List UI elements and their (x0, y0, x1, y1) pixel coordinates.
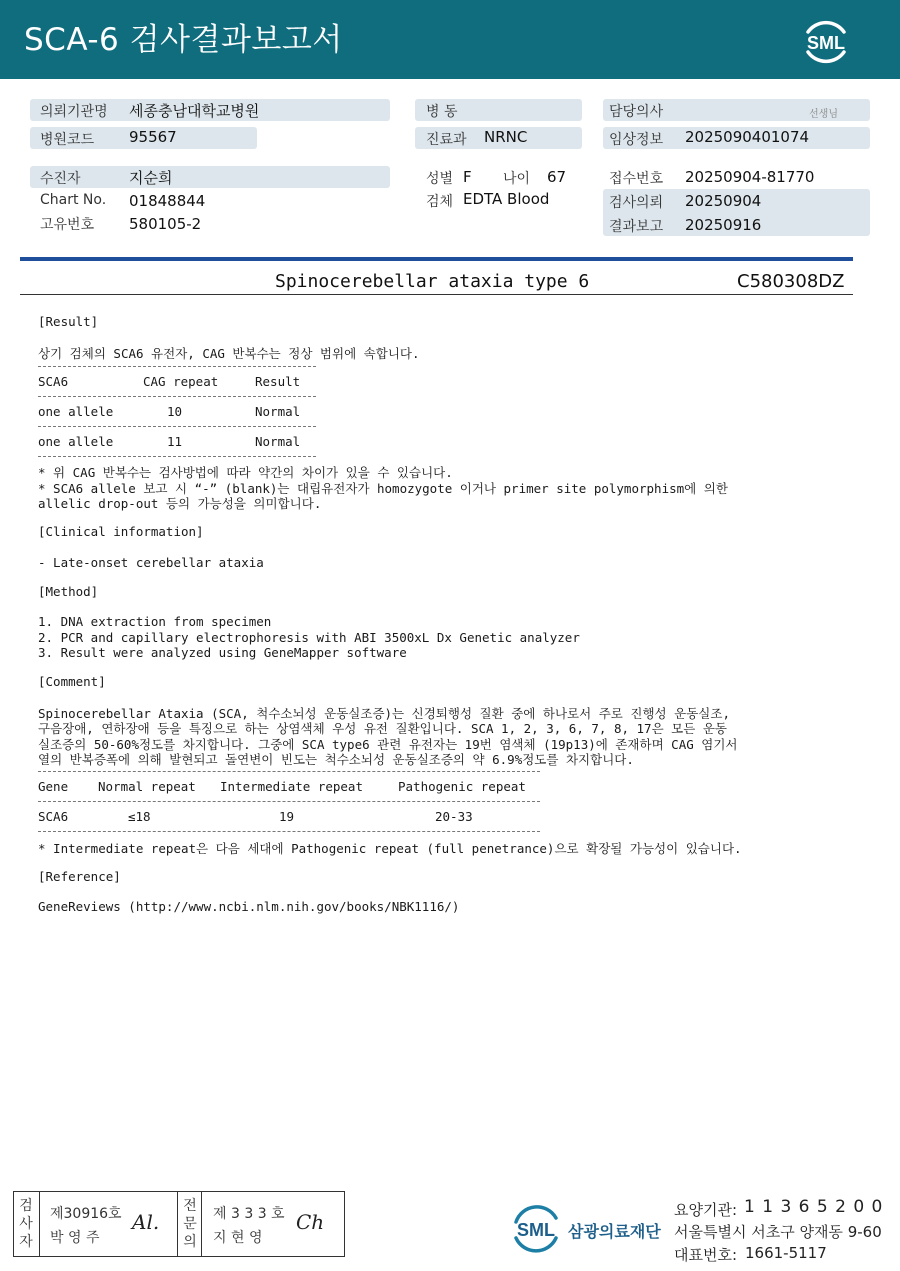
note-line: * SCA6 allele 보고 시 “-” (blank)는 대립유전자가 homozygote 이거나 primer site polymorphism에 의한 (38, 481, 728, 496)
table2-header-pathogenic: Pathogenic repeat (398, 779, 526, 794)
institution-label: 의뢰기관명 (40, 104, 108, 120)
specialist-signature: Ch (296, 1210, 325, 1234)
title-rule-thin (20, 294, 853, 295)
result-header: [Result] (38, 314, 99, 329)
note-line: * 위 CAG 반복수는 검사방법에 따라 약간의 차이가 있을 수 있습니다. (38, 465, 453, 480)
table1-row2-repeat: 11 (167, 434, 183, 449)
examiner-name: 박 영 주 (50, 1230, 100, 1246)
table1-rule-top (38, 366, 316, 367)
age-label: 나이 (503, 171, 531, 187)
request-value: 20250904 (685, 192, 762, 210)
table1-header-result: Result (255, 374, 301, 389)
table1-rule-row (38, 426, 316, 427)
table1-rule-mid (38, 396, 316, 397)
receipt-value: 20250904-81770 (685, 168, 815, 186)
phone-number: 1661-5117 (745, 1244, 827, 1262)
report-title: SCA-6 검사결과보고서 (24, 22, 343, 58)
table1-header-gene: SCA6 (38, 374, 69, 389)
specialist-name: 지 현 영 (213, 1230, 263, 1246)
sml-logo-text: SML (807, 33, 845, 53)
report-date-label: 결과보고 (609, 219, 664, 235)
org-logo-text: SML (517, 1220, 555, 1240)
method-header: [Method] (38, 584, 99, 599)
comment-line: 열의 반복증폭에 의해 발현되고 돌연변이 빈도는 척수소뇌성 운동실조증의 약 6.9%정도를 차지합니다. (38, 752, 634, 767)
clinical-line: - Late-onset cerebellar ataxia (38, 555, 264, 570)
specialist-license-no: 제 3 3 3 호 (213, 1206, 285, 1222)
table2-header-intermediate: Intermediate repeat (220, 779, 363, 794)
method-line: 3. Result were analyzed using GeneMapper software (38, 645, 407, 660)
receipt-label: 접수번호 (609, 171, 664, 187)
signature-divider (177, 1192, 178, 1256)
clinical-value: 2025090401074 (685, 128, 810, 146)
table2-row-intermediate: 19 (279, 809, 295, 824)
table2-header-normal: Normal repeat (98, 779, 196, 794)
institution-code: 1 1 3 6 5 2 0 0 (744, 1197, 884, 1217)
request-label: 검사의뢰 (609, 195, 664, 211)
reference-line: GeneReviews (http://www.ncbi.nlm.nih.gov/books/NBK1116/) (38, 899, 460, 914)
test-name: Spinocerebellar ataxia type 6 (275, 271, 590, 292)
table2-rule-mid (38, 801, 540, 802)
table2-row-gene: SCA6 (38, 809, 69, 824)
id-value: 580105-2 (129, 215, 202, 233)
note-line: allelic drop-out 등의 가능성을 의미합니다. (38, 496, 322, 511)
table2-row-normal: ≤18 (128, 809, 151, 824)
clinical-label: 임상정보 (609, 132, 664, 148)
patient-value: 지순희 (129, 169, 173, 187)
specimen-value: EDTA Blood (463, 190, 550, 208)
table1-header-repeat: CAG repeat (143, 374, 219, 389)
result-summary: 상기 검체의 SCA6 유전자, CAG 반복수는 정상 범위에 속합니다. (38, 346, 420, 361)
hospital-code-label: 병원코드 (40, 132, 95, 148)
report-date-value: 20250916 (685, 216, 762, 234)
table1-row2-result: Normal (255, 434, 301, 449)
specialist-label-char: 의 (183, 1234, 197, 1250)
doctor-label: 담당의사 (609, 104, 664, 120)
intermediate-note: * Intermediate repeat은 다음 세대에 Pathogenic repeat (full penetrance)으로 확장될 가능성이 있습니다. (38, 841, 742, 856)
chart-label: Chart No. (40, 192, 107, 208)
comment-line: 실조증의 50-60%정도를 차지합니다. 그중에 SCA type6 관련 유전자는 19번 염색체 (19p13)에 존재하며 CAG 염기서 (38, 737, 738, 752)
hospital-code-value: 95567 (129, 128, 177, 146)
dept-label: 진료과 (426, 132, 467, 148)
doctor-suffix: 선생님 (809, 109, 838, 120)
examiner-license-no: 제30916호 (50, 1206, 122, 1222)
org-name: 삼광의료재단 (568, 1222, 661, 1241)
table2-rule-top (38, 771, 540, 772)
signature-divider (39, 1192, 40, 1256)
chart-value: 01848844 (129, 192, 206, 210)
examiner-label-char: 검 (19, 1198, 33, 1214)
table2-header-gene: Gene (38, 779, 69, 794)
test-code: C580308DZ (737, 271, 845, 292)
org-logo-icon (508, 1200, 564, 1256)
phone-label: 대표번호: (674, 1246, 738, 1264)
title-rule-thick (20, 257, 853, 261)
institution-value: 세종충남대학교병원 (129, 102, 260, 120)
specialist-label-char: 문 (183, 1216, 197, 1232)
examiner-label-char: 사 (19, 1216, 33, 1232)
specialist-label-char: 전 (183, 1198, 197, 1214)
comment-line: Spinocerebellar Ataxia (SCA, 척수소뇌성 운동실조증)는 신경퇴행성 질환 중에 하나로서 주로 진행성 운동실조, (38, 706, 730, 721)
report-header (0, 0, 900, 79)
org-address: 서울특별시 서초구 양재동 9-60 (674, 1223, 882, 1241)
ward-label: 병 동 (426, 104, 458, 120)
table2-rule-bottom (38, 831, 540, 832)
method-line: 1. DNA extraction from specimen (38, 614, 272, 629)
table1-rule-bottom (38, 456, 316, 457)
examiner-label-char: 자 (19, 1234, 33, 1250)
comment-line: 구음장애, 연하장애 등을 특징으로 하는 상염색체 우성 유전 질환입니다. SCA 1, 2, 3, 6, 7, 8, 17은 모든 운동 (38, 721, 727, 736)
table1-row1-result: Normal (255, 404, 301, 419)
sex-value: F (463, 168, 472, 186)
examiner-signature: Al. (132, 1210, 160, 1234)
institution-code-label: 요양기관: (674, 1201, 738, 1219)
id-label: 고유번호 (40, 217, 95, 233)
comment-header: [Comment] (38, 674, 106, 689)
signature-box (13, 1191, 345, 1257)
table1-row1-repeat: 10 (167, 404, 183, 419)
dept-value: NRNC (484, 128, 528, 146)
reference-header: [Reference] (38, 869, 121, 884)
sex-label: 성별 (426, 171, 454, 187)
table2-row-pathogenic: 20-33 (435, 809, 473, 824)
table1-row2-allele: one allele (38, 434, 114, 449)
patient-bar (30, 166, 390, 188)
sml-logo (798, 12, 854, 68)
specimen-label: 검체 (426, 194, 454, 210)
method-line: 2. PCR and capillary electrophoresis with ABI 3500xL Dx Genetic analyzer (38, 630, 580, 645)
patient-label: 수진자 (40, 171, 81, 187)
age-value: 67 (547, 168, 567, 186)
signature-divider (201, 1192, 202, 1256)
clinical-header: [Clinical information] (38, 524, 204, 539)
table1-row1-allele: one allele (38, 404, 114, 419)
